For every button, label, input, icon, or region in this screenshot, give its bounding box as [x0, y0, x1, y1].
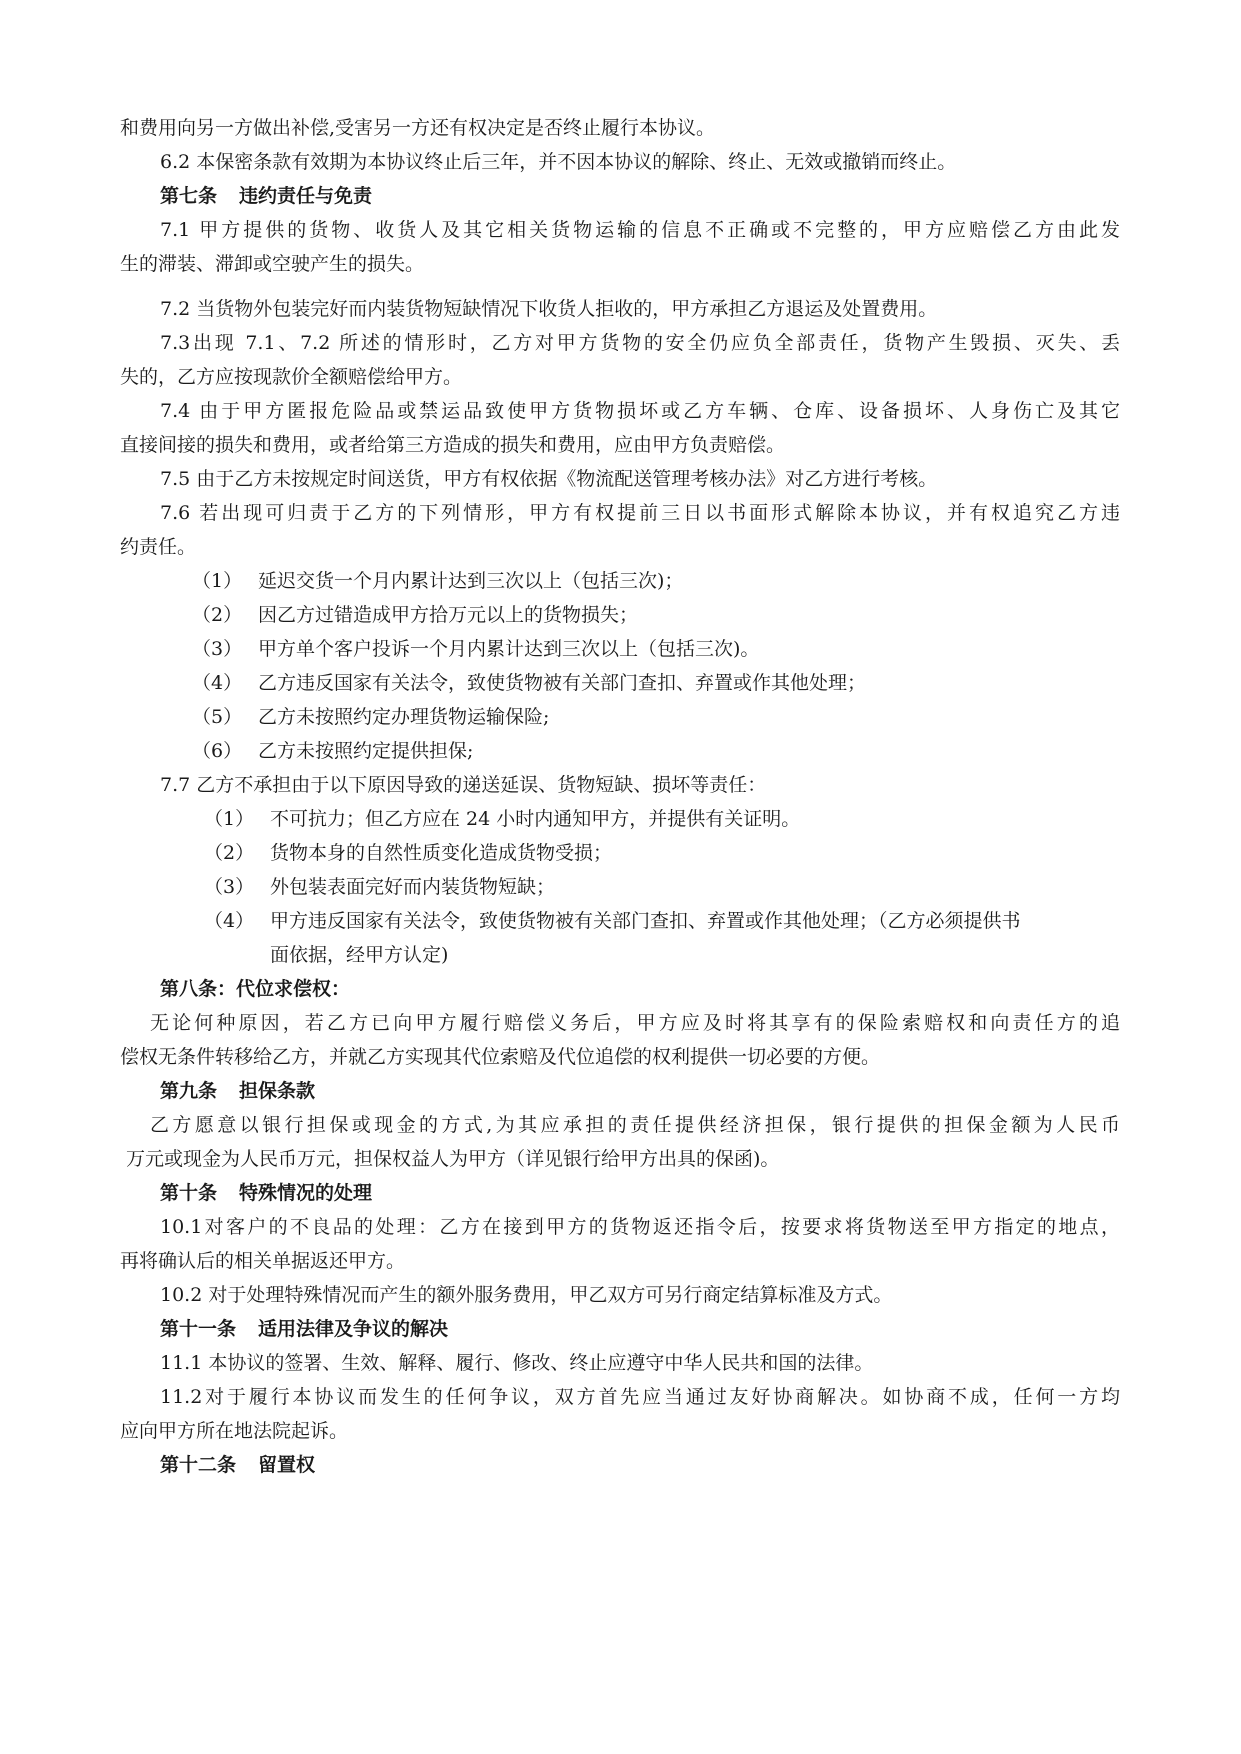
clause-7-5: 7.5 由于乙方未按规定时间送货，甲方有权依据《物流配送管理考核办法》对乙方进行考核。 [160, 468, 938, 490]
clause-11-2-cont: 应向甲方所在地法院起诉。 [120, 1420, 349, 1442]
article-8-para-cont: 偿权无条件转移给乙方，并就乙方实现其代位索赔及代位追偿的权利提供一切必要的方便。 [120, 1046, 881, 1068]
clause-7-3: 7.3出现 7.1、7.2 所述的情形时，乙方对甲方货物的安全仍应负全部责任，货物产生毁损、灭失、丢 [160, 332, 1120, 354]
article-9-para: 乙方愿意以银行担保或现金的方式,为其应承担的责任提供经济担保，银行提供的担保金额为人民币 [150, 1114, 1120, 1136]
article-11-number: 第十一条 [160, 1318, 237, 1340]
article-9-number: 第九条 [160, 1080, 218, 1102]
list-item: （4） 甲方违反国家有关法令，致使货物被有关部门查扣、弃置或作其他处理；（乙方必须提供书 [204, 910, 1021, 932]
clause-10-1: 10.1对客户的不良品的处理：乙方在接到甲方的货物返还指令后，按要求将货物送至甲方指定的地点， [160, 1216, 1120, 1238]
article-11-title: 适用法律及争议的解决 [258, 1318, 449, 1340]
article-7-title: 违约责任与免责 [239, 185, 373, 207]
article-10-heading [160, 1179, 372, 1207]
article-11-heading [160, 1315, 448, 1343]
article-12-number: 第十二条 [160, 1454, 237, 1476]
list-item: （2） 因乙方过错造成甲方拾万元以上的货物损失； [192, 604, 639, 626]
list-item: （3） 甲方单个客户投诉一个月内累计达到三次以上（包括三次)。 [192, 638, 760, 660]
list-item: （1） 延迟交货一个月内累计达到三次以上（包括三次)； [192, 570, 684, 592]
clause-7-7: 7.7 乙方不承担由于以下原因导致的递送延误、货物短缺、损坏等责任： [160, 774, 767, 796]
article-9-title: 担保条款 [239, 1080, 316, 1102]
list-item: （1） 不可抗力；但乙方应在 24 小时内通知甲方，并提供有关证明。 [204, 808, 801, 830]
clause-6-2: 6.2 本保密条款有效期为本协议终止后三年，并不因本协议的解除、终止、无效或撤销而终止。 [160, 151, 957, 173]
article-12-heading [160, 1451, 315, 1479]
article-9-para-cont: 万元或现金为人民币万元，担保权益人为甲方（详见银行给甲方出具的保函)。 [126, 1148, 780, 1170]
clause-7-3-cont: 失的，乙方应按现款价全额赔偿给甲方。 [120, 366, 463, 388]
article-9-heading [160, 1077, 315, 1105]
clause-10-2: 10.2 对于处理特殊情况而产生的额外服务费用，甲乙双方可另行商定结算标准及方式。 [160, 1284, 893, 1306]
list-item: （5） 乙方未按照约定办理货物运输保险; [192, 706, 550, 728]
paragraph-line: 和费用向另一方做出补偿,受害另一方还有权决定是否终止履行本协议。 [120, 117, 716, 139]
clause-11-1: 11.1 本协议的签署、生效、解释、履行、修改、终止应遵守中华人民共和国的法律。 [160, 1352, 874, 1374]
clause-7-4-cont: 直接间接的损失和费用，或者给第三方造成的损失和费用，应由甲方负责赔偿。 [120, 434, 786, 456]
clause-7-1: 7.1 甲方提供的货物、收货人及其它相关货物运输的信息不正确或不完整的，甲方应赔偿乙方由此发 [160, 219, 1120, 241]
article-10-title: 特殊情况的处理 [239, 1182, 373, 1204]
clause-7-2: 7.2 当货物外包装完好而内装货物短缺情况下收货人拒收的，甲方承担乙方退运及处置费用。 [160, 298, 938, 320]
clause-11-2: 11.2对于履行本协议而发生的任何争议，双方首先应当通过友好协商解决。如协商不成，任何一方均 [160, 1386, 1120, 1408]
article-7-heading [160, 182, 372, 210]
clause-7-6: 7.6 若出现可归责于乙方的下列情形，甲方有权提前三日以书面形式解除本协议，并有权追究乙方违 [160, 502, 1120, 524]
clause-10-1-cont: 再将确认后的相关单据返还甲方。 [120, 1250, 406, 1272]
article-7-number: 第七条 [160, 185, 218, 207]
article-10-number: 第十条 [160, 1182, 218, 1204]
list-item: （3） 外包装表面完好而内装货物短缺； [204, 876, 556, 898]
article-8-para: 无论何种原因，若乙方已向甲方履行赔偿义务后，甲方应及时将其享有的保险索赔权和向责任方的追 [150, 1012, 1120, 1034]
list-item: （6） 乙方未按照约定提供担保; [192, 740, 474, 762]
list-item: （2） 货物本身的自然性质变化造成货物受损； [204, 842, 613, 864]
article-12-title: 留置权 [258, 1454, 316, 1476]
clause-7-4: 7.4 由于甲方匿报危险品或禁运品致使甲方货物损坏或乙方车辆、仓库、设备损坏、人身伤亡及其它 [160, 400, 1120, 422]
clause-7-6-cont: 约责任。 [120, 536, 197, 558]
clause-7-1-cont: 生的滞装、滞卸或空驶产生的损失。 [120, 253, 425, 275]
list-item-cont: 面依据，经甲方认定) [270, 944, 449, 966]
list-item: （4） 乙方违反国家有关法令，致使货物被有关部门查扣、弃置或作其他处理； [192, 672, 867, 694]
article-8-heading: 第八条：代位求偿权： [160, 978, 351, 1000]
